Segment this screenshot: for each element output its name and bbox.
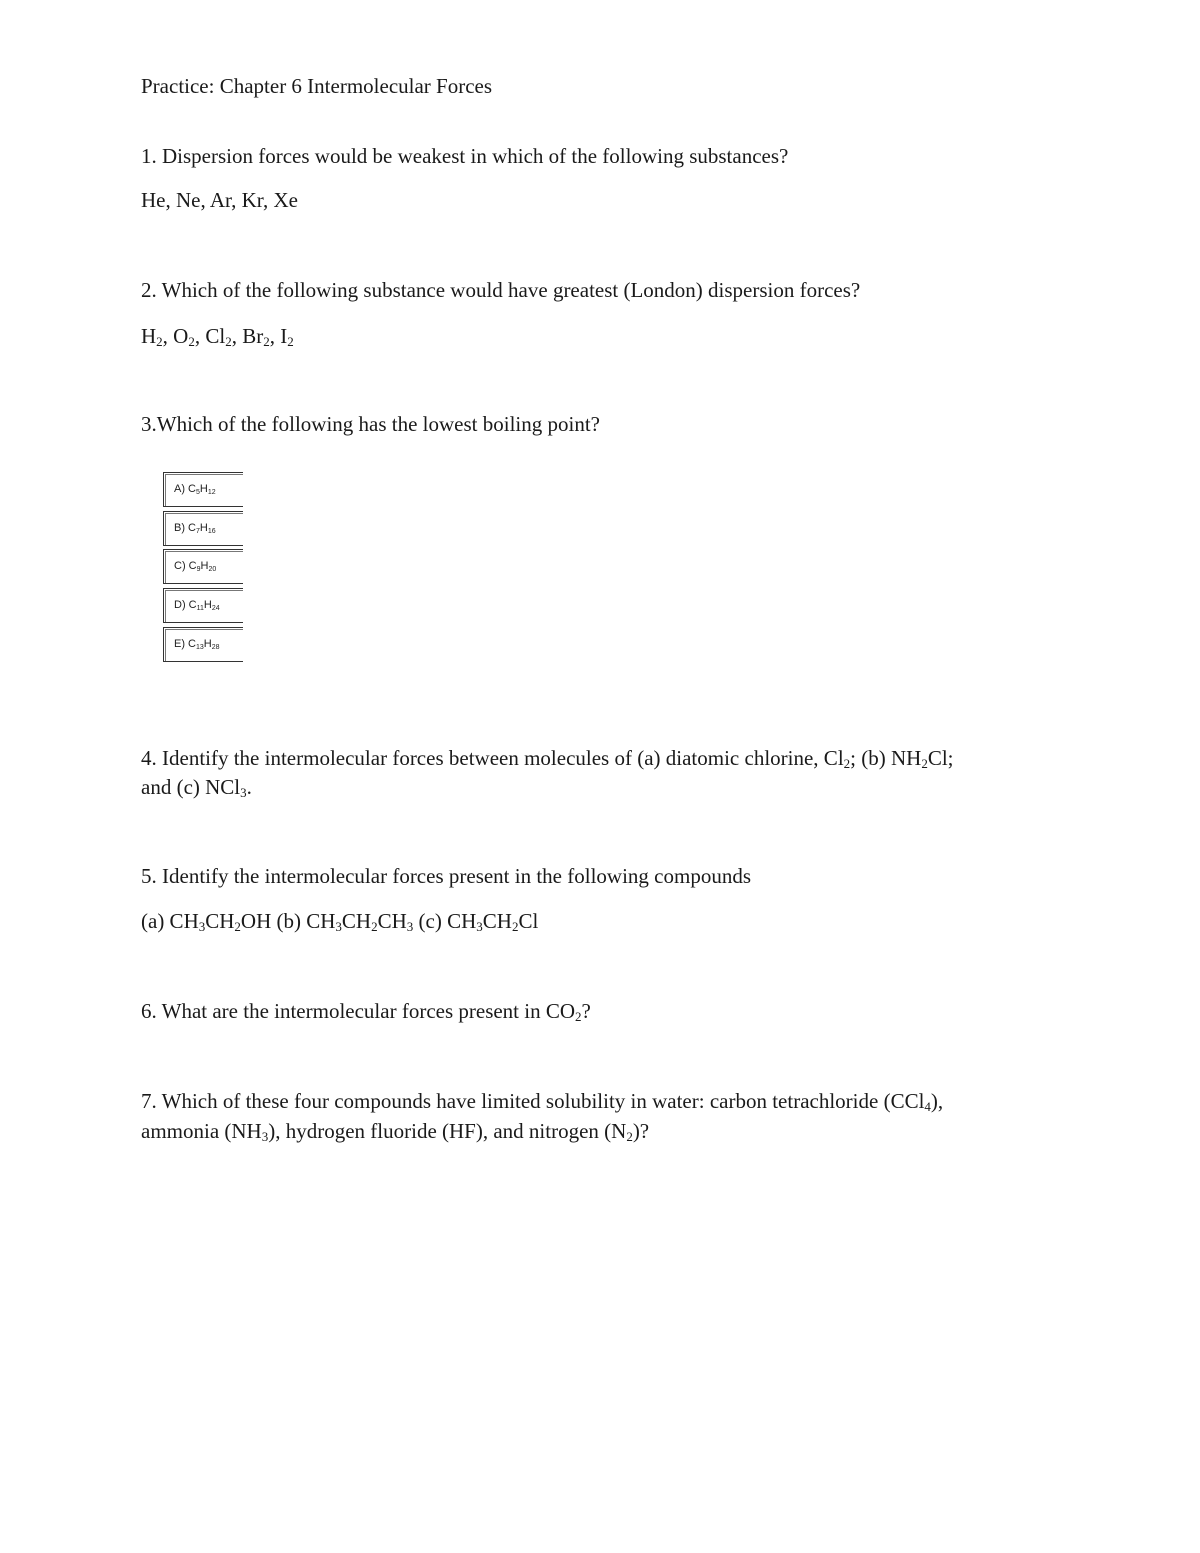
- question-5-compounds: (a) $CH_3CH_2OH$ (b) $CH_3CH_2CH_3$ (c) $CH_3CH_2Cl$: [141, 909, 539, 934]
- option-d: D) $C_{11}H_{24}$: [163, 588, 243, 623]
- question-2-answers: $H_2$, $O_2$, $Cl_2$, $Br_2$, $I_2$: [141, 324, 294, 349]
- question-2-text: 2. Which of the following substance would have greatest (London) dispersion forces?: [141, 278, 861, 302]
- question-7-line-2: ammonia $(NH_3)$, hydrogen fluoride (HF), and nitrogen $(N_2)$?: [141, 1119, 650, 1144]
- option-c: C) $C_9H_{20}$: [163, 549, 243, 584]
- question-4-line-1: 4. Identify the intermolecular forces between molecules of (a) diatomic chlorine, $Cl_2$; (b) $NH_2Cl$;: [141, 746, 954, 771]
- option-b: B) $C_7H_{16}$: [163, 511, 243, 546]
- question-6-text: 6. What are the intermolecular forces present in $CO_2$?: [141, 999, 591, 1024]
- question-1-answers: He, Ne, Ar, Kr, Xe: [141, 188, 298, 212]
- question-3-text: 3.Which of the following has the lowest boiling point?: [141, 412, 601, 436]
- option-a: A) $C_5H_{12}$: [163, 472, 243, 507]
- question-4-line-2: and (c) NCl$_3$.: [141, 775, 252, 800]
- question-3-options: [163, 472, 243, 665]
- question-7-line-1: 7. Which of these four compounds have limited solubility in water: carbon tetrachloride (CCl$_4$),: [141, 1089, 944, 1114]
- question-1-text: 1. Dispersion forces would be weakest in which of the following substances?: [141, 144, 789, 168]
- question-5-text: 5. Identify the intermolecular forces present in the following compounds: [141, 864, 751, 888]
- page-title: Practice: Chapter 6 Intermolecular Forces: [141, 74, 493, 98]
- option-e: E) $C_{13}H_{28}$: [163, 627, 243, 662]
